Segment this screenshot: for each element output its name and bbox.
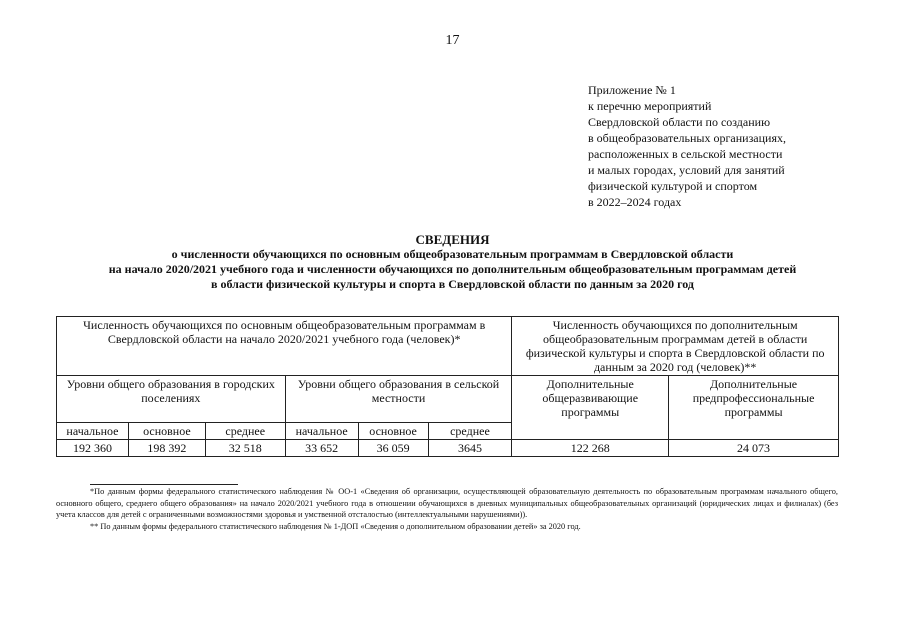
table-cell: 122 268: [512, 440, 669, 457]
level-header: начальное: [285, 423, 358, 440]
table-cell: 36 059: [358, 440, 428, 457]
table-header-row: [57, 317, 839, 376]
header-preprofessional-programs: Дополнительные предпрофессиональные программы: [669, 376, 839, 440]
appendix-line: Приложение № 1: [588, 83, 676, 97]
level-header: основное: [128, 423, 205, 440]
footnote: ** По данным формы федерального статистического наблюдения № 1-ДОП «Сведения о дополнительном образовании детей» за 2020 год.: [90, 521, 581, 531]
table-header-row: [57, 376, 839, 423]
heading-line: в области физической культуры и спорта в Свердловской области по данным за 2020 год: [210, 277, 694, 291]
table-cell: 192 360: [57, 440, 129, 457]
footnote-divider: [90, 484, 238, 485]
footnote: *По данным формы федерального статистического наблюдения № ОО-1 «Сведения об организации, осуществляющей образовательную деятельность по образовательным программам начального общего, основного общего, среднего общего образования» на начало 2020/2021 учебного года в отношении обучающихся в дневных муниципальных общеобразовательных организаций (юридических лицах и филиалах) (без учета классов для детей с ограниченными возможностями здоровья и умственной отсталостью (интеллектуальными нарушениями)).: [56, 487, 838, 519]
appendix-note: [588, 82, 888, 210]
table-cell: 24 073: [669, 440, 839, 457]
table-cell: 3645: [428, 440, 512, 457]
appendix-line: и малых городах, условий для занятий: [588, 163, 785, 177]
header-additional-programs: Численность обучающихся по дополнительным общеобразовательным программам детей в области физической культуры и спорта в Свердловской области по данным за 2020 год (человек)**: [512, 317, 839, 376]
level-header: начальное: [57, 423, 129, 440]
table-row: [57, 440, 839, 457]
appendix-line: в 2022–2024 годах: [588, 195, 682, 209]
appendix-line: к перечню мероприятий: [588, 99, 712, 113]
page-number: 17: [445, 33, 460, 48]
appendix-line: расположенных в сельской местности: [588, 147, 783, 161]
header-rural-levels: Уровни общего образования в сельской местности: [285, 376, 512, 423]
heading-line: о численности обучающихся по основным общеобразовательным программам в Свердловской области: [171, 247, 734, 261]
level-header: среднее: [428, 423, 512, 440]
appendix-line: физической культурой и спортом: [588, 179, 758, 193]
appendix-line: Свердловской области по созданию: [588, 115, 771, 129]
header-developing-programs: Дополнительные общеразвивающие программы: [512, 376, 669, 440]
document-heading: [40, 232, 865, 292]
appendix-line: в общеобразовательных организациях,: [588, 131, 786, 145]
level-header: основное: [358, 423, 428, 440]
footnotes: [56, 486, 838, 532]
table-cell: 33 652: [285, 440, 358, 457]
table-cell: 198 392: [128, 440, 205, 457]
table-cell: 32 518: [205, 440, 285, 457]
heading-line: на начало 2020/2021 учебного года и численности обучающихся по дополнительным общеобразовательным программам детей: [108, 262, 797, 276]
level-header: среднее: [205, 423, 285, 440]
header-basic-programs: Численность обучающихся по основным общеобразовательным программам в Свердловской области на начало 2020/2021 учебного года (человек)*: [57, 317, 512, 376]
header-urban-levels: Уровни общего образования в городских поселениях: [57, 376, 286, 423]
statistics-table: [56, 316, 839, 457]
document-title: СВЕДЕНИЯ: [415, 232, 490, 247]
